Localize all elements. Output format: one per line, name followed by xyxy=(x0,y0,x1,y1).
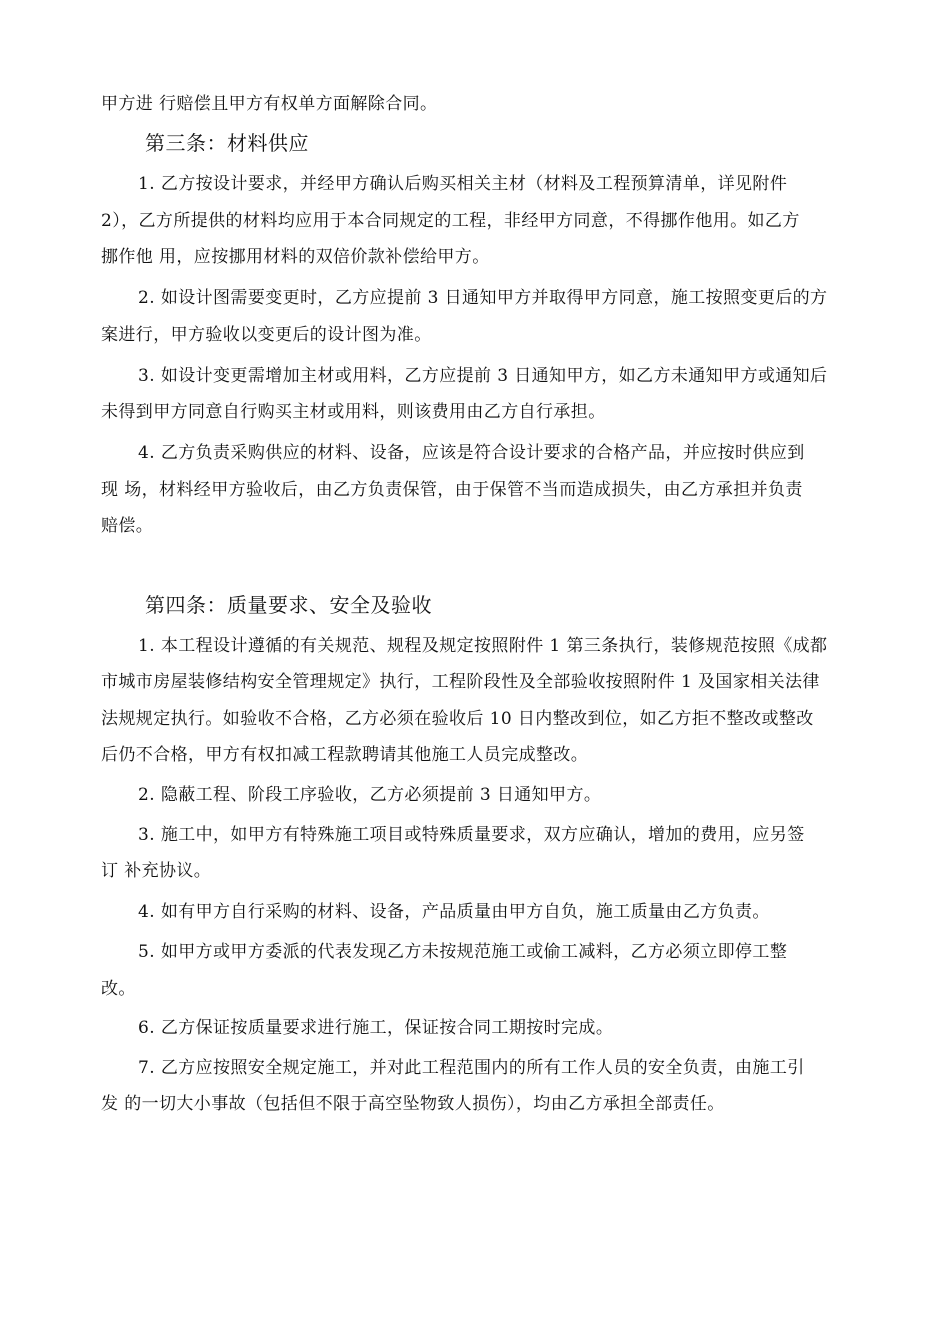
text-line: 5. 如甲方或甲方委派的代表发现乙方未按规范施工或偷工减料，乙方必须立即停工整 xyxy=(138,942,788,962)
text-line: 后仍不合格，甲方有权扣减工程款聘请其他施工人员完成整改。 xyxy=(101,745,589,765)
text-line: 法规规定执行。如验收不合格，乙方必须在验收后 10 日内整改到位，如乙方拒不整改或整改 xyxy=(101,709,814,729)
text-line: 1. 本工程设计遵循的有关规范、规程及规定按照附件 1 第三条执行，装修规范按照《成都 xyxy=(138,636,828,656)
text-line: 赔偿。 xyxy=(101,516,154,536)
text-line: 现 场，材料经甲方验收后，由乙方负责保管，由于保管不当而造成损失，由乙方承担并负责 xyxy=(101,480,803,500)
text-line: 4. 乙方负责采购供应的材料、设备，应该是符合设计要求的合格产品，并应按时供应到 xyxy=(138,443,805,463)
text-line: 2. 如设计图需要变更时，乙方应提前 3 日通知甲方并取得甲方同意，施工按照变更后的方 xyxy=(138,288,828,308)
text-line: 订 补充协议。 xyxy=(101,861,212,881)
text-line: 2. 隐蔽工程、阶段工序验收，乙方必须提前 3 日通知甲方。 xyxy=(138,785,602,805)
text-line: 挪作他 用，应按挪用材料的双倍价款补偿给甲方。 xyxy=(101,247,490,267)
text-line: 案进行，甲方验收以变更后的设计图为准。 xyxy=(101,325,432,345)
text-line: 1. 乙方按设计要求，并经甲方确认后购买相关主材（材料及工程预算清单，详见附件 xyxy=(138,174,788,194)
text-line: 市城市房屋装修结构安全管理规定》执行，工程阶段性及全部验收按照附件 1 及国家相关法律 xyxy=(101,672,820,692)
section-heading-3: 第三条：材料供应 xyxy=(145,131,309,155)
text-line: 3. 如设计变更需增加主材或用料，乙方应提前 3 日通知甲方，如乙方未通知甲方或通知后 xyxy=(138,366,828,386)
text-line: 4. 如有甲方自行采购的材料、设备，产品质量由甲方自负，施工质量由乙方负责。 xyxy=(138,902,770,922)
text-line: 甲方进 行赔偿且甲方有权单方面解除合同。 xyxy=(101,94,438,114)
text-line: 发 的一切大小事故（包括但不限于高空坠物致人损伤），均由乙方承担全部责任。 xyxy=(101,1094,725,1114)
text-line: 6. 乙方保证按质量要求进行施工，保证按合同工期按时完成。 xyxy=(138,1018,614,1038)
section-heading-4: 第四条：质量要求、安全及验收 xyxy=(145,593,432,617)
text-line: 改。 xyxy=(101,979,136,999)
text-line: 未得到甲方同意自行购买主材或用料，则该费用由乙方自行承担。 xyxy=(101,402,606,422)
text-line: 7. 乙方应按照安全规定施工，并对此工程范围内的所有工作人员的安全负责，由施工引 xyxy=(138,1058,805,1078)
text-line: 2），乙方所提供的材料均应用于本合同规定的工程，非经甲方同意，不得挪作他用。如乙方 xyxy=(101,211,800,231)
text-line: 3. 施工中，如甲方有特殊施工项目或特殊质量要求，双方应确认，增加的费用，应另签 xyxy=(138,825,805,845)
